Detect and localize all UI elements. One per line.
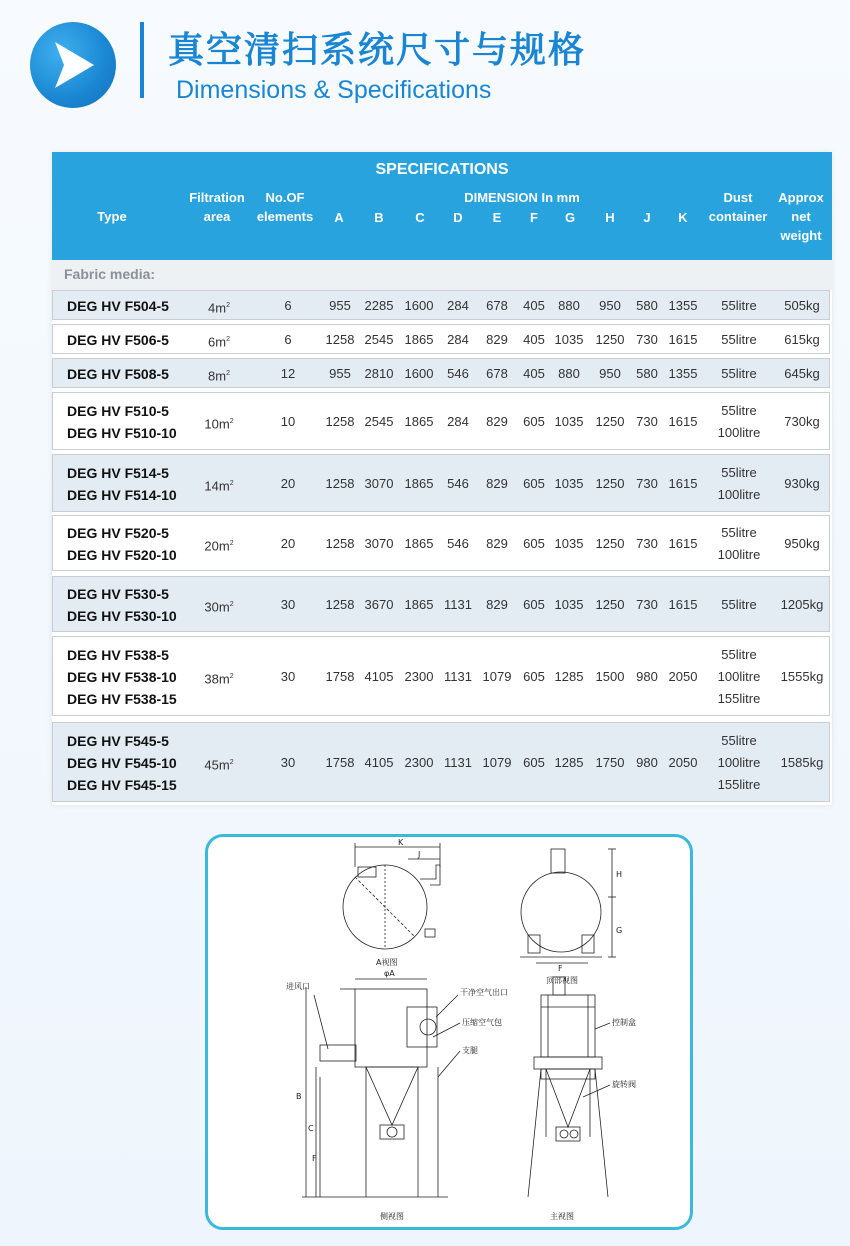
dim-cell-f: 605 [523, 755, 545, 770]
dim-cell-j: 730 [636, 414, 658, 429]
dust-cell: 55litre [721, 332, 757, 347]
type-cell: DEG HV F520-5 [67, 525, 169, 541]
dim-cell-g: 1035 [554, 476, 584, 491]
dim-cell-d: 546 [447, 366, 469, 381]
label-clean-outlet: 干净空气出口 [460, 988, 508, 997]
dim-cell-a: 1758 [325, 755, 355, 770]
weight-cell: 505kg [784, 298, 820, 313]
weight-cell: 930kg [784, 476, 820, 491]
dim-cell-j: 980 [636, 755, 658, 770]
weight-cell: 1555kg [780, 669, 824, 684]
dust-cell: 155litre [717, 691, 761, 706]
section-fabric-media: Fabric media: [52, 260, 832, 290]
label-inlet: 进风口 [286, 982, 310, 991]
dim-cell-k: 1615 [668, 536, 698, 551]
col-h: H [605, 210, 615, 225]
label-controller: 控制盒 [612, 1018, 636, 1027]
col-f: F [530, 210, 538, 225]
dim-cell-f: 405 [523, 298, 545, 313]
label-valve: 旋转阀 [612, 1080, 636, 1089]
dim-cell-c: 1600 [404, 366, 434, 381]
dim-cell-j: 580 [636, 366, 658, 381]
dim-cell-c: 1600 [404, 298, 434, 313]
weight-cell: 615kg [784, 332, 820, 347]
col-e: E [492, 210, 502, 225]
label-top-view: 顶部视图 [546, 976, 578, 985]
col-weight: Approx net weight [778, 190, 824, 243]
dust-cell: 100litre [717, 547, 761, 562]
dim-cell-j: 730 [636, 536, 658, 551]
label-a-view: A视图 [376, 958, 398, 967]
area-cell: $6m^2$ [208, 334, 230, 350]
label-front-view: 主视图 [550, 1212, 574, 1221]
label-air-bag: 压缩空气包 [462, 1018, 502, 1027]
weight-cell: 730kg [784, 414, 820, 429]
dust-cell: 55litre [721, 597, 757, 612]
dim-cell-a: 1258 [325, 332, 355, 347]
dim-cell-f: 405 [523, 366, 545, 381]
dim-cell-e: 678 [486, 366, 508, 381]
area-cell: $4m^2$ [208, 300, 230, 316]
dim-cell-h: 950 [599, 298, 621, 313]
dim-cell-c: 1865 [404, 332, 434, 347]
col-b: B [374, 210, 384, 225]
dim-cell-a: 1258 [325, 597, 355, 612]
table-row [52, 454, 830, 512]
dim-cell-j: 730 [636, 476, 658, 491]
dim-cell-a: 1258 [325, 536, 355, 551]
table-row [52, 515, 830, 571]
dim-cell-k: 1615 [668, 476, 698, 491]
dim-cell-c: 1865 [404, 476, 434, 491]
type-cell: DEG HV F504-5 [67, 298, 169, 314]
dim-cell-h: 1250 [595, 536, 625, 551]
dim-cell-c: 2300 [404, 669, 434, 684]
dim-f2: F [312, 1154, 317, 1163]
dust-cell: 55litre [721, 366, 757, 381]
dust-cell: 55litre [721, 403, 757, 418]
table-row [52, 636, 830, 716]
dim-cell-b: 3670 [364, 597, 394, 612]
dim-cell-d: 546 [447, 476, 469, 491]
dim-cell-h: 1500 [595, 669, 625, 684]
col-elements: No.OF elements [256, 190, 314, 224]
col-filtration: Filtration area [189, 190, 245, 224]
dim-cell-e: 829 [486, 414, 508, 429]
elements-cell: 20 [280, 476, 296, 491]
col-k: K [678, 210, 688, 225]
table-row [52, 358, 830, 388]
dim-cell-d: 284 [447, 332, 469, 347]
dim-cell-b: 2285 [364, 298, 394, 313]
dust-cell: 55litre [721, 298, 757, 313]
dim-cell-b: 4105 [364, 669, 394, 684]
page-title-cn: 真空清扫系统尺寸与规格 [168, 30, 587, 71]
type-cell: DEG HV F538-5 [67, 647, 169, 663]
dust-cell: 155litre [717, 777, 761, 792]
dim-k: K [398, 838, 404, 847]
dim-f: F [558, 964, 563, 973]
dim-cell-k: 1615 [668, 414, 698, 429]
type-cell: DEG HV F510-10 [67, 425, 177, 441]
dust-cell: 55litre [721, 733, 757, 748]
area-cell: $10m^2$ [204, 416, 234, 432]
dim-cell-g: 880 [558, 366, 580, 381]
dim-cell-h: 1250 [595, 597, 625, 612]
dim-cell-c: 1865 [404, 536, 434, 551]
dim-cell-h: 1250 [595, 414, 625, 429]
elements-cell: 6 [284, 332, 292, 347]
dim-cell-g: 1035 [554, 332, 584, 347]
dust-cell: 55litre [721, 525, 757, 540]
dim-j: J [418, 850, 421, 859]
dim-h: H [616, 870, 623, 879]
dim-cell-e: 829 [486, 332, 508, 347]
dim-cell-e: 1079 [482, 755, 512, 770]
dim-cell-c: 1865 [404, 597, 434, 612]
dim-cell-d: 284 [447, 414, 469, 429]
page-title-en: Dimensions & Specifications [176, 76, 492, 104]
dim-cell-d: 1131 [444, 597, 472, 612]
dust-cell: 100litre [717, 425, 761, 440]
type-cell: DEG HV F530-5 [67, 586, 169, 602]
col-dimension-group: DIMENSION In mm [464, 190, 580, 205]
col-g: G [564, 210, 576, 225]
type-cell: DEG HV F514-5 [67, 465, 169, 481]
dust-cell: 55litre [721, 647, 757, 662]
weight-cell: 950kg [784, 536, 820, 551]
type-cell: DEG HV F545-5 [67, 733, 169, 749]
dim-cell-g: 1285 [554, 755, 584, 770]
dim-cell-h: 1250 [595, 476, 625, 491]
dim-cell-k: 1355 [668, 366, 698, 381]
dim-cell-e: 829 [486, 536, 508, 551]
elements-cell: 10 [280, 414, 296, 429]
col-type: Type [97, 209, 127, 224]
dim-g: G [616, 926, 623, 935]
dim-cell-b: 3070 [364, 476, 394, 491]
dim-phi-a: φA [384, 969, 395, 978]
col-a: A [334, 210, 344, 225]
header-divider [140, 22, 144, 98]
type-cell: DEG HV F538-10 [67, 669, 177, 685]
type-cell: DEG HV F506-5 [67, 332, 169, 348]
type-cell: DEG HV F508-5 [67, 366, 169, 382]
dim-cell-a: 1758 [325, 669, 355, 684]
dim-cell-f: 605 [523, 476, 545, 491]
dim-cell-h: 1250 [595, 332, 625, 347]
type-cell: DEG HV F545-10 [67, 755, 177, 771]
dim-cell-j: 980 [636, 669, 658, 684]
dim-cell-f: 605 [523, 597, 545, 612]
dimension-drawings [205, 834, 693, 1230]
table-row [52, 576, 830, 632]
dim-cell-c: 2300 [404, 755, 434, 770]
elements-cell: 6 [284, 298, 292, 313]
dim-cell-b: 3070 [364, 536, 394, 551]
dim-cell-e: 1079 [482, 669, 512, 684]
area-cell: $30m^2$ [204, 599, 234, 615]
dim-cell-g: 1035 [554, 536, 584, 551]
dim-cell-g: 1035 [554, 597, 584, 612]
dust-cell: 55litre [721, 465, 757, 480]
dim-c: C [308, 1124, 314, 1133]
table-row [52, 324, 830, 354]
area-cell: $14m^2$ [204, 478, 234, 494]
dim-b: B [296, 1092, 302, 1101]
weight-cell: 1585kg [780, 755, 824, 770]
dim-cell-f: 605 [523, 536, 545, 551]
type-cell: DEG HV F530-10 [67, 608, 177, 624]
dim-cell-h: 950 [599, 366, 621, 381]
dim-cell-k: 1615 [668, 332, 698, 347]
label-legs: 支腿 [462, 1046, 478, 1055]
table-row [52, 290, 830, 320]
spec-table-header [52, 152, 832, 260]
type-cell: DEG HV F520-10 [67, 547, 177, 563]
dim-cell-g: 1035 [554, 414, 584, 429]
dim-cell-c: 1865 [404, 414, 434, 429]
dust-cell: 100litre [717, 755, 761, 770]
type-cell: DEG HV F514-10 [67, 487, 177, 503]
dim-cell-a: 1258 [325, 414, 355, 429]
logo-arrow-icon [30, 22, 116, 108]
dim-cell-a: 955 [329, 298, 351, 313]
dim-cell-f: 605 [523, 414, 545, 429]
dim-cell-f: 605 [523, 669, 545, 684]
spec-table [52, 152, 832, 805]
elements-cell: 30 [280, 597, 296, 612]
dim-cell-k: 1615 [668, 597, 698, 612]
weight-cell: 1205kg [780, 597, 824, 612]
dim-cell-b: 2545 [364, 332, 394, 347]
dim-cell-b: 2545 [364, 414, 394, 429]
col-j: J [643, 210, 651, 225]
col-c: C [415, 210, 425, 225]
dim-cell-e: 829 [486, 476, 508, 491]
dim-cell-b: 2810 [364, 366, 394, 381]
dim-cell-g: 880 [558, 298, 580, 313]
type-cell: DEG HV F545-15 [67, 777, 177, 793]
dim-cell-k: 2050 [668, 669, 698, 684]
dim-cell-b: 4105 [364, 755, 394, 770]
dim-cell-k: 1355 [668, 298, 698, 313]
dim-cell-g: 1285 [554, 669, 584, 684]
col-d: D [453, 210, 463, 225]
type-cell: DEG HV F538-15 [67, 691, 177, 707]
dim-cell-d: 1131 [444, 755, 472, 770]
area-cell: $20m^2$ [204, 538, 234, 554]
dim-cell-d: 1131 [444, 669, 472, 684]
type-cell: DEG HV F510-5 [67, 403, 169, 419]
dim-cell-a: 955 [329, 366, 351, 381]
dim-cell-d: 546 [447, 536, 469, 551]
dim-cell-k: 2050 [668, 755, 698, 770]
dim-cell-h: 1750 [595, 755, 625, 770]
area-cell: $38m^2$ [204, 671, 234, 687]
dim-cell-a: 1258 [325, 476, 355, 491]
dust-cell: 100litre [717, 487, 761, 502]
col-dust: Dust container [708, 190, 768, 224]
area-cell: $45m^2$ [204, 757, 234, 773]
dim-cell-j: 730 [636, 597, 658, 612]
table-row [52, 392, 830, 450]
dim-cell-f: 405 [523, 332, 545, 347]
dust-cell: 100litre [717, 669, 761, 684]
dim-cell-j: 580 [636, 298, 658, 313]
table-row [52, 722, 830, 802]
spec-title: SPECIFICATIONS [375, 161, 509, 178]
dim-cell-j: 730 [636, 332, 658, 347]
elements-cell: 20 [280, 536, 296, 551]
elements-cell: 12 [280, 366, 296, 381]
dim-cell-d: 284 [447, 298, 469, 313]
elements-cell: 30 [280, 669, 296, 684]
dim-cell-e: 829 [486, 597, 508, 612]
weight-cell: 645kg [784, 366, 820, 381]
elements-cell: 30 [280, 755, 296, 770]
area-cell: $8m^2$ [208, 368, 230, 384]
dim-cell-e: 678 [486, 298, 508, 313]
label-side-view: 侧视图 [380, 1212, 404, 1221]
